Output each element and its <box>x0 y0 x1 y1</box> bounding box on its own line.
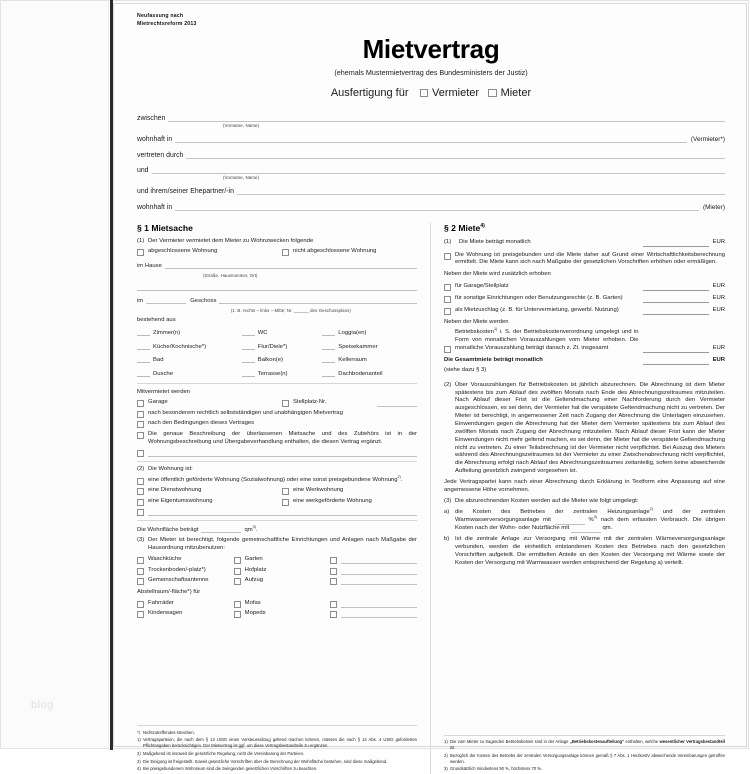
checkbox-icon[interactable] <box>444 253 451 260</box>
option-mopeds-label: Mopeds <box>244 610 266 617</box>
footnote-item <box>137 730 417 736</box>
room-label: Dachbodenanteil <box>338 370 383 377</box>
checkbox-icon[interactable] <box>444 296 451 303</box>
checkbox-icon[interactable] <box>137 568 144 575</box>
rooms-grid <box>137 328 417 377</box>
checkbox-icon[interactable] <box>234 601 241 608</box>
option-garage-label: Garage <box>148 399 168 406</box>
room-count-input[interactable] <box>242 369 255 377</box>
section-1-paragraph-3 <box>137 537 417 553</box>
option-fahrraeder-label: Fahrräder <box>148 599 174 606</box>
masthead-line-2: Mietrechtsreform 2013 <box>137 21 197 28</box>
room-count-input[interactable] <box>242 355 255 363</box>
storage-row <box>137 600 417 608</box>
room-item[interactable] <box>242 355 319 363</box>
stellplatz-nr-input[interactable] <box>377 399 417 407</box>
option-blank-input[interactable] <box>148 449 417 457</box>
option-shared-blank-3[interactable] <box>330 577 417 585</box>
checkbox-icon[interactable] <box>330 611 337 618</box>
footnote-marker: 2) <box>137 750 141 756</box>
field-wohnflaeche-input[interactable] <box>201 525 241 533</box>
column-section-1 <box>137 223 431 774</box>
option-waschkueche-label: Waschküche <box>148 556 182 563</box>
option-nicht-abgeschlossene-label: nicht abgeschlossene Wohnung <box>293 248 377 255</box>
room-item[interactable] <box>322 342 417 350</box>
section-2-paragraph-2-extra: Jede Vertragspartei kann nach einer Abrechnung durch Erklärung in Textform eine Anpassung auf eine angemessene Höhe vornehmen. <box>444 478 725 493</box>
checkbox-icon[interactable] <box>137 450 144 457</box>
field-und-input[interactable] <box>152 165 726 174</box>
field-betriebskosten[interactable] <box>444 329 725 353</box>
field-wohnflaeche-label: Die Wohnfläche beträgt <box>137 527 199 534</box>
option-blank-input[interactable] <box>148 508 417 516</box>
checkbox-icon[interactable] <box>137 611 144 618</box>
footnote-ref: 2) <box>397 474 401 479</box>
room-item[interactable] <box>242 342 319 350</box>
room-item[interactable] <box>137 342 238 350</box>
option-gemeinschaftsantenne-label: Gemeinschaftsantenne <box>148 577 209 584</box>
section-2-paragraph-2 <box>444 382 725 476</box>
option-blank-input[interactable] <box>341 556 417 564</box>
flaeche-input[interactable] <box>571 525 601 533</box>
neben-miete-erhoben-label: Neben der Miete wird zusätzlich erhoben <box>444 271 551 278</box>
footnote-text: Die vom Mieter zu tragenden Betriebskosten sind in der Anlage „Betriebskostenaufteilung" enthalten, welche wesentlicher Vertragsbestandteil ist. <box>450 739 725 751</box>
option-kinderwagen[interactable] <box>137 610 224 618</box>
footnote-text: Bezüglich der Kosten des Betriebs der zentralen Versorgungsanlage können gemäß § 7 Abs. 1 HeizkostV abweichende Vereinbarungen getroffen werden. <box>450 752 725 764</box>
ausfertigung-mieter-option[interactable] <box>488 87 531 99</box>
field-im-hause[interactable] <box>137 260 417 269</box>
footnote-item <box>444 766 725 772</box>
ausfertigung-row <box>137 87 725 99</box>
footnote-text: Bei preisgebundenem Wohnraum sind die zwingenden gesetzlichen Vorschriften zu beachten. <box>143 766 318 772</box>
body-columns <box>137 223 725 774</box>
checkbox-icon[interactable] <box>234 557 241 564</box>
option-blank-input[interactable] <box>341 577 417 585</box>
divider <box>137 461 417 462</box>
section-2-item-a <box>444 509 725 533</box>
field-wohnhaft-mieter[interactable] <box>137 202 725 211</box>
option-besonderer-mietvertrag-label: nach besonderem rechtlich selbstständigen und unabhängigen Mietvertrag <box>148 409 343 416</box>
option-storage-blank-2[interactable] <box>330 610 417 618</box>
checkbox-icon[interactable] <box>137 509 144 516</box>
currency-label: EUR <box>712 344 725 351</box>
checkbox-icon[interactable] <box>282 499 289 506</box>
checkbox-icon[interactable] <box>137 499 144 506</box>
paragraph-number: (2) <box>444 381 452 388</box>
field-gesamtmiete-input[interactable] <box>643 356 709 365</box>
checkbox-icon[interactable] <box>137 432 144 439</box>
option-garage[interactable] <box>137 399 272 407</box>
option-aufzug-label: Aufzug <box>244 577 264 584</box>
option-garten[interactable] <box>234 556 321 564</box>
footnote-marker: 2) <box>444 752 448 758</box>
option-werkgefoerderte-label: eine werkgeförderte Wohnung <box>293 497 372 504</box>
field-und-label: und <box>137 167 149 175</box>
room-item[interactable] <box>322 369 417 377</box>
field-geschoss-label: Geschoss <box>190 298 217 305</box>
checkbox-icon[interactable] <box>137 249 144 256</box>
footnote-item <box>444 739 725 751</box>
document-title: Mietvertrag <box>362 34 500 65</box>
room-count-input[interactable] <box>322 328 335 336</box>
checkbox-icon[interactable] <box>137 601 144 608</box>
room-item[interactable] <box>242 369 319 377</box>
checkbox-icon[interactable] <box>282 488 289 495</box>
option-sozialwohnung-label: eine öffentlich geförderte Wohnung (Sozialwohnung) oder eine sonst preisgebundene Wohnung <box>148 476 398 483</box>
room-label: Bad <box>153 357 164 364</box>
item-letter: a) <box>444 509 450 516</box>
field-wohnflaeche-unit: $qm^{3)}$. <box>244 525 258 534</box>
field-ehepartner-input[interactable] <box>237 186 725 195</box>
footnote-marker: *) <box>137 729 141 735</box>
option-preisgebunden-label: Die Wohnung ist preisgebunden und die Miete daher auf Grund einer Wirtschaftlichkeitsberechnung ermittelt. Die Miete kann sich nach Maßgabe der gesetzlichen Vorschriften erhöhen oder ermäßigen. <box>455 251 725 266</box>
field-vertreten-durch[interactable] <box>137 150 725 159</box>
checkbox-icon[interactable] <box>444 308 451 315</box>
room-item[interactable] <box>137 355 238 363</box>
hint-vorname-name-1: (Vorname, Name) <box>223 122 260 128</box>
option-stellplatz-label: Stellplatz-Nr. <box>293 399 327 406</box>
checkbox-icon[interactable] <box>330 557 337 564</box>
option-dienstwohnung[interactable] <box>137 487 272 495</box>
field-zwischen[interactable] <box>137 113 725 122</box>
field-und[interactable] <box>137 165 725 174</box>
field-mietzuschlag[interactable] <box>444 306 725 315</box>
paragraph-text: Die abzurechnenden Kosten werden auf die Mieter wie folgt umgelegt: <box>455 498 639 505</box>
field-geschoss-number-input[interactable] <box>146 296 186 304</box>
option-werkwohnung[interactable] <box>282 487 417 495</box>
checkbox-icon[interactable] <box>330 601 337 608</box>
room-label: Speisekammer <box>338 343 378 350</box>
footnote-ref: 4) <box>480 222 485 229</box>
field-gesamtmiete-label: Die Gesamtmiete beträgt monatlich <box>444 356 543 363</box>
option-bedingungen-label: nach den Bedingungen dieses Vertrages <box>148 420 255 427</box>
dienst-werk-options <box>137 487 417 495</box>
field-garage-input[interactable] <box>643 282 709 291</box>
footnote-item <box>137 759 417 765</box>
garage-stellplatz-options <box>137 399 417 407</box>
wohnung-typ-options <box>137 248 417 256</box>
field-sonstige-einrichtungen[interactable] <box>444 294 725 303</box>
option-stellplatz[interactable] <box>282 399 417 407</box>
section-1-footnotes <box>137 725 417 773</box>
section-1-paragraph-2 <box>137 466 417 474</box>
checkbox-icon[interactable] <box>234 578 241 585</box>
section-2-item-b <box>444 536 725 567</box>
currency-label: EUR <box>712 282 725 289</box>
option-blank-input[interactable] <box>341 567 417 575</box>
room-item[interactable] <box>322 355 417 363</box>
option-mofas[interactable] <box>234 600 321 608</box>
room-count-input[interactable] <box>322 369 335 377</box>
field-garage-label: für Garage/Stellplatz <box>455 282 509 289</box>
option-shared-blank-2[interactable] <box>330 567 417 575</box>
section-1-paragraph-1 <box>137 238 417 246</box>
paragraph-number: (2) <box>137 466 145 473</box>
room-label: Flur/Diele*) <box>257 343 288 350</box>
option-fahrraeder[interactable] <box>137 600 224 608</box>
checkbox-icon[interactable] <box>234 568 241 575</box>
checkbox-icon[interactable] <box>137 578 144 585</box>
room-count-input[interactable] <box>242 328 255 336</box>
option-eigentumswohnung-label: eine Eigentumswohnung <box>148 497 213 504</box>
checkbox-icon[interactable] <box>444 346 451 353</box>
section-2-title: § 2 Miete$^{4)}$ <box>444 222 485 233</box>
option-hofplatz-label: Hofplatz <box>244 566 267 573</box>
option-abgeschlossene-wohnung[interactable] <box>137 248 272 256</box>
field-wohnhaft-vermieter[interactable] <box>137 134 725 143</box>
footnote-marker: 3) <box>137 758 141 764</box>
checkbox-icon[interactable] <box>282 249 289 256</box>
footnote-ref: 2) <box>649 507 653 512</box>
mitvermietet-label: Mitvermietet werden <box>137 388 191 395</box>
paragraph-text: Der Mieter ist berechtigt, folgende gemeinschaftliche Einrichtungen und Anlagen nach Maßgabe der Hausordnung mitzubenutzen: <box>148 537 417 552</box>
field-im-hause-line2[interactable] <box>137 282 417 291</box>
checkbox-icon[interactable] <box>137 488 144 495</box>
footnote-marker: 1) <box>137 737 141 743</box>
paragraph-number: (1) <box>444 238 452 245</box>
left-gutter <box>1 1 109 748</box>
option-blank-extra[interactable] <box>137 449 417 457</box>
currency-label: EUR <box>712 356 725 363</box>
field-wohnflaeche[interactable] <box>137 525 417 533</box>
item-letter: b) <box>444 536 450 543</box>
field-ehepartner[interactable] <box>137 186 725 195</box>
ausfertigung-vermieter-option[interactable] <box>420 87 480 99</box>
masthead <box>137 12 725 28</box>
checkbox-icon[interactable] <box>330 578 337 585</box>
option-sozialwohnung[interactable]: eine öffentlich geförderte Wohnung (Sozialwohnung) oder eine sonst preisgebundene Wohnung$^{2)}$. <box>137 477 417 485</box>
paragraph-number: (3) <box>444 498 452 505</box>
field-miete-label: Die Miete beträgt monatlich <box>459 238 531 245</box>
section-2-footnotes <box>444 735 725 774</box>
footnote-text: Nichtzutreffendes streichen. <box>143 729 195 735</box>
checkbox-icon[interactable] <box>330 568 337 575</box>
paragraph-text: Über Vorauszahlungen für Betriebskosten ist jährlich abzurechnen. Die Abrechnung ist dem Mieter spätestens bis zum Ablauf des zwölften Monats nach Ende des Abrechnungszeitraumes mitzuteilen. Nach Ablauf dieser Frist ist die Geltendmachung einer Nachforderung durch den Vermieter ausgeschlossen, es sei denn, der Vermieter hat die verspätete Geltendmachung nicht zu vertreten. Der Mieter ist berechtigt, in angemessener Zeit nach Zugang der Abrechnung die Unterlagen einzusehen. Einwendungen gegen die Abrechnung hat der Mieter dem Vermieter spätestens bis zum Ablauf des zwölften Monats nach Zugang der Abrechnung mitzuteilen. Nach Ablauf dieser Frist kann der Mieter Einwendungen nicht mehr geltend machen, es sei denn, der Mieter hat die verspätete Geltendmachung nicht zu vertreten. Zu einer Teilabrechnung ist der Vermieter nicht verpflichtet. Bei Auszug des Mieters während des Abrechnungszeitraumes ist der Vermieter zu einer Zwischenabrechnung nicht verpflichtet, die Abrechnung erfolgt nach Ablauf des Abrechnungszeitraumes zeitanteilig, sofern keine abweichende Aufteilung gesetzlich zwingend vorgesehen ist. <box>455 381 725 475</box>
footnote-text: Maßgebend ist insoweit die gesetzliche Regelung, nicht die Vereinbarung der Parteien. <box>143 750 305 756</box>
footnote-ref: 3) <box>252 525 256 530</box>
hint-geschossplan: (z. B. rechts – links – Mitte; Nr. ______ des Geschossplans) <box>231 308 351 314</box>
field-vertreten-label: vertreten durch <box>137 151 184 159</box>
option-bedingungen-vertrag[interactable] <box>137 420 417 428</box>
room-item[interactable] <box>137 369 238 377</box>
option-werkgefoerderte-wohnung[interactable] <box>282 498 417 506</box>
ausfertigung-label: Ausfertigung für <box>330 87 409 100</box>
checkbox-icon[interactable] <box>137 478 144 485</box>
checkbox-icon[interactable] <box>420 89 429 98</box>
contract-sheet <box>113 3 747 772</box>
eigentum-werkgefoerdert-options <box>137 498 417 506</box>
shared-facilities-row <box>137 556 417 564</box>
shared-facilities-row <box>137 567 417 575</box>
checkbox-icon[interactable] <box>282 400 289 407</box>
room-count-input[interactable] <box>137 342 150 350</box>
gesamtmiete-note: (siehe dazu § 3) <box>444 366 487 373</box>
option-mopeds[interactable] <box>234 610 321 618</box>
option-storage-blank-1[interactable] <box>330 600 417 608</box>
field-betriebskosten-input[interactable] <box>643 344 709 353</box>
room-label: Zimmer(n) <box>153 330 181 337</box>
option-gemeinschaftsantenne[interactable] <box>137 577 224 585</box>
field-im-hause-label: im Hause <box>137 263 162 270</box>
field-vertreten-input[interactable] <box>186 150 725 159</box>
parties-block <box>137 113 725 211</box>
option-wohnungsbeschreibung[interactable] <box>137 431 417 447</box>
option-preisgebunden[interactable] <box>444 252 725 268</box>
checkbox-icon[interactable] <box>488 89 497 98</box>
field-miete-input[interactable] <box>643 238 709 247</box>
field-sonstige-input[interactable] <box>643 294 709 303</box>
option-waschkueche[interactable] <box>137 556 224 564</box>
option-wohnungsbeschreibung-label: Die genaue Beschreibung der überlassenen Mietsache und des Zubehörs ist in der Wohnungsbeschreibung und Übergabeverhandlung enthalten, die diesen Vertrag ergänzt. <box>148 430 417 445</box>
room-label: Balkon(e) <box>257 357 283 364</box>
room-item[interactable] <box>137 328 238 336</box>
option-trockenboden[interactable] <box>137 567 224 575</box>
field-wohnhaft-2-label: wohnhaft in <box>137 203 173 211</box>
option-eigentumswohnung[interactable] <box>137 498 272 506</box>
room-count-input[interactable] <box>242 342 255 350</box>
option-kinderwagen-label: Kinderwagen <box>148 610 183 617</box>
currency-label: EUR <box>712 238 725 245</box>
option-abgeschlossene-label: abgeschlossene Wohnung <box>148 248 218 255</box>
field-im-hause-input[interactable] <box>165 260 417 269</box>
column-section-2 <box>431 223 725 774</box>
item-a-text: die Kosten des Betriebes der zentralen Heizungsanlage$^{2)}$ und der zentralen Warmwasserversorgungsanlage mit %$^{3)}$ nach dem erfassten Verbrauch. Die übrigen Kosten nach der Wohn- oder Nutzfläche mit qm. <box>455 507 726 532</box>
footnote-text: Grundsätzlich mindestens 50 %, höchstens 70 %. <box>450 766 543 772</box>
footnote-text: Vertragsparteien, die nach dem § 13 UStG einen Vorsteuerabzug geltend machen können, müssen die nach § 14 Abs. 4 UStG geforderten Pflichtangaben berücksichtigen. Der Mietvertrag ist ggf. um diese Vertragsbestandteile zu ergänzen. <box>143 737 417 749</box>
field-im-label: im <box>137 298 144 305</box>
divider <box>137 383 417 384</box>
field-wohnhaft-1-label: wohnhaft in <box>137 136 173 144</box>
option-blank-wohnungstyp[interactable] <box>137 508 417 516</box>
bestehend-aus-label: bestehend aus <box>137 317 176 324</box>
field-geschoss[interactable] <box>137 295 417 304</box>
checkbox-icon[interactable] <box>137 400 144 407</box>
ausfertigung-mieter-label: Mieter <box>500 87 532 100</box>
paragraph-text: Der Vermieter vermietet dem Mieter zu Wohnzwecken folgende <box>148 237 314 244</box>
option-besonderer-mietvertrag[interactable] <box>137 410 417 418</box>
field-geschoss-input[interactable] <box>219 295 417 304</box>
paragraph-number: (1) <box>137 237 145 244</box>
hint-vorname-name-2: (Vorname, Name) <box>223 174 260 180</box>
heizung-prozent-input[interactable] <box>555 517 585 525</box>
room-label: Loggia(en) <box>338 330 367 337</box>
field-zwischen-input[interactable] <box>168 113 725 122</box>
field-zwischen-label: zwischen <box>137 115 166 123</box>
field-ehepartner-label: und ihrem/seiner Ehepartner/-in <box>137 188 234 196</box>
footnote-text: Die Einigung ist freigestellt. Soweit gesetzliche Vorschriften über die Berechnung der Wohnfläche bestehen, sind diese maßgebend. <box>143 758 388 764</box>
room-label: Terrasse(n) <box>257 370 288 377</box>
currency-label: EUR <box>712 294 725 301</box>
checkbox-icon[interactable] <box>137 557 144 564</box>
currency-label: EUR <box>712 306 725 313</box>
field-wohnhaft-2-input[interactable] <box>175 202 699 211</box>
paragraph-number: (3) <box>137 537 145 544</box>
watermark: blog <box>31 699 54 711</box>
room-count-input[interactable] <box>322 342 335 350</box>
checkbox-icon[interactable] <box>137 411 144 418</box>
field-garage-stellplatz[interactable] <box>444 282 725 291</box>
option-nicht-abgeschlossene-wohnung[interactable] <box>282 248 417 256</box>
item-b-text: Ist die zentrale Anlage zur Versorgung mit Wärme mit der zentralen Wärmeversorgungsanlage verbunden, werden die einheitlich entstandenen Kosten des Betriebes nach den gesetzlichen Vorschriften aufgeteilt. Die ermittelten Anteile an den Kosten der Versorgung mit Wärme sowie der Kosten der Versorgung mit Warmwasser werden entsprechend der Regelung a) verteilt. <box>455 536 725 566</box>
footnote-item <box>444 753 725 765</box>
option-mofas-label: Mofas <box>244 599 261 606</box>
field-miete-monatlich[interactable] <box>444 238 725 247</box>
footnote-ref: 3) <box>593 515 597 520</box>
neben-miete-werden-label: Neben der Miete werden <box>444 318 509 325</box>
option-trockenboden-label: Trockenboden/-platz*) <box>148 566 206 573</box>
checkbox-icon[interactable] <box>234 611 241 618</box>
option-blank-input[interactable] <box>341 600 417 608</box>
field-sonstige-label: für sonstige Einrichtungen oder Benutzungsrechte (z. B. Garten) <box>455 294 623 301</box>
footnote-item <box>137 766 417 772</box>
option-garten-label: Garten <box>244 556 263 563</box>
shared-facilities-row <box>137 577 417 585</box>
divider <box>137 520 417 521</box>
footnote-item <box>137 751 417 757</box>
storage-row <box>137 610 417 618</box>
room-count-input[interactable] <box>137 328 150 336</box>
document-subtitle: (ehemals Mustermietvertrag des Bundesministers der Justiz) <box>334 68 528 78</box>
footnote-item <box>137 737 417 749</box>
footnote-ref: 1) <box>493 327 498 332</box>
hint-strasse-hausnummer-ort: (Straße, Hausnummer, Ort) <box>203 273 258 279</box>
room-label: Küche/Kochnische*) <box>153 343 207 350</box>
option-hofplatz[interactable] <box>234 567 321 575</box>
section-2-paragraph-3 <box>444 498 725 506</box>
room-label: Kellerraum <box>338 357 367 364</box>
footnote-marker: 1) <box>444 739 448 745</box>
room-count-input[interactable] <box>137 369 150 377</box>
paragraph-text: Die Wohnung ist: <box>148 466 193 473</box>
field-wohnhaft-1-input[interactable] <box>175 134 687 143</box>
room-item[interactable] <box>322 328 417 336</box>
room-item[interactable] <box>242 328 319 336</box>
option-shared-blank-1[interactable] <box>330 556 417 564</box>
vermieter-tag: (Vermieter*) <box>690 136 725 144</box>
field-mietzuschlag-label: als Mietzuschlag (z. B. für Untervermietung, gewerbl. Nutzung) <box>455 306 619 313</box>
footnote-marker: 3) <box>444 766 448 772</box>
room-count-input[interactable] <box>137 355 150 363</box>
option-dienstwohnung-label: eine Dienstwohnung <box>148 487 202 494</box>
room-label: Dusche <box>153 370 173 377</box>
field-betriebskosten-label: Betriebskosten$^{1)}$ i. S. der Betriebskostenverordnung umgelegt und in Form von monatlichen Vorauszahlungen vom Mieter erhoben. Die monatliche Vorauszahlung beträgt danach z. Zt. insgesamt <box>455 327 639 351</box>
option-blank-input[interactable] <box>341 610 417 618</box>
room-count-input[interactable] <box>322 355 335 363</box>
section-1-title: § 1 Mietsache <box>137 222 193 233</box>
abstellraum-label: Abstellraum/-fläche*) für <box>137 589 201 596</box>
checkbox-icon[interactable] <box>444 284 451 291</box>
checkbox-icon[interactable] <box>137 421 144 428</box>
mieter-tag: (Mieter) <box>702 203 725 211</box>
masthead-line-1: Neufassung nach <box>137 13 184 19</box>
footnote-marker: 4) <box>137 766 141 772</box>
field-im-hause-input-2[interactable] <box>137 282 417 291</box>
ausfertigung-vermieter-label: Vermieter <box>432 87 480 100</box>
field-mietzuschlag-input[interactable] <box>643 306 709 315</box>
room-label: WC <box>257 330 268 337</box>
field-gesamtmiete[interactable] <box>444 356 725 365</box>
option-werkwohnung-label: eine Werkwohnung <box>293 487 344 494</box>
option-aufzug[interactable] <box>234 577 321 585</box>
